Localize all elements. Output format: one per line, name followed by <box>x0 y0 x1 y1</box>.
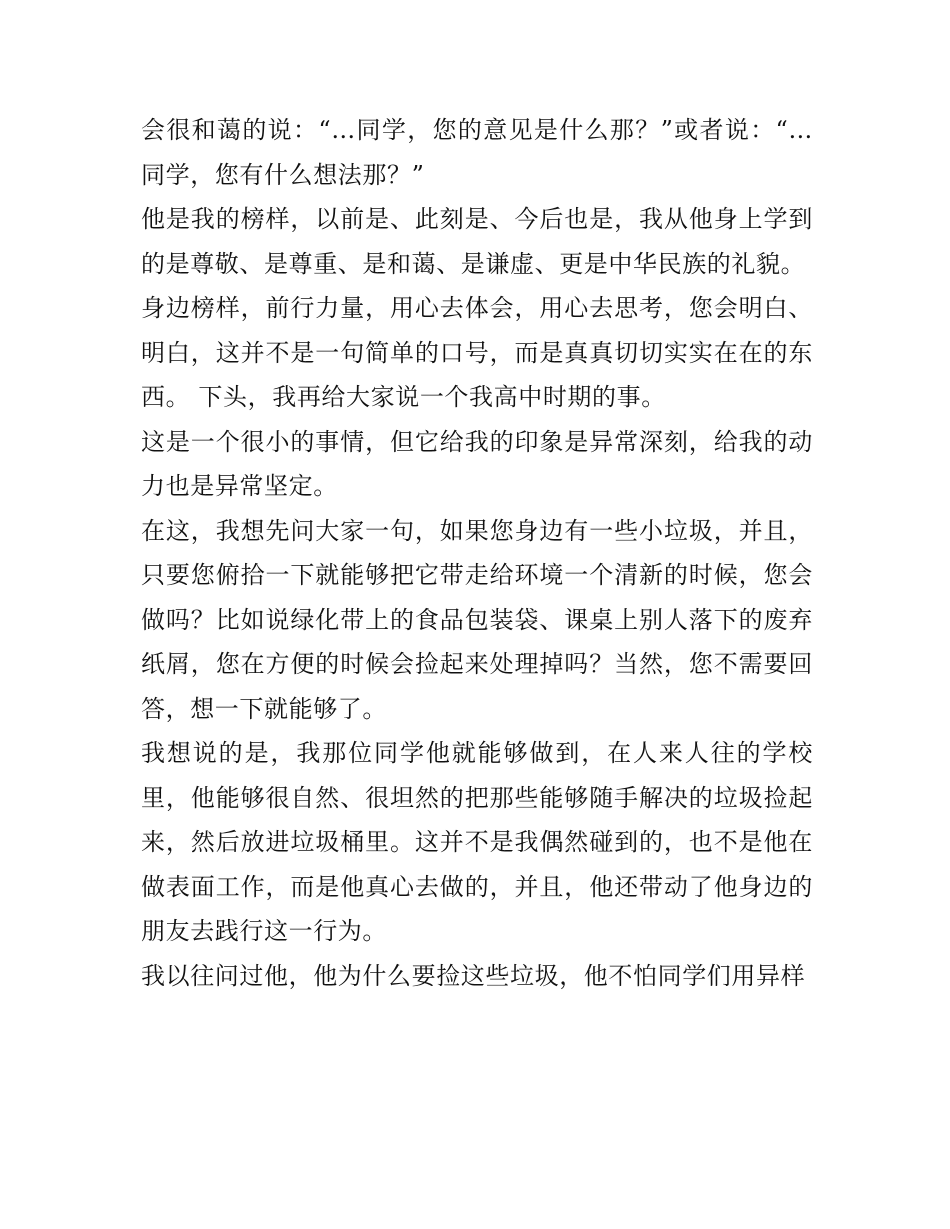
document-body <box>141 108 813 998</box>
paragraph-5: 在这，我想先问大家一句，如果您身边有一些小垃圾，并且，只要您俯拾一下就能够把它带走给环境一个清新的时候，您会做吗？比如说绿化带上的食品包装袋、课桌上别人落下的废弃纸屑，您在方便的时候会捡起来处理掉吗？当然，您不需要回答，想一下就能够了。 <box>141 516 813 723</box>
paragraph-2: 他是我的榜样，以前是、此刻是、今后也是，我从他身上学到的是尊敬、是尊重、是和蔼、是谦虚、更是中华民族的礼貌。 <box>141 205 813 278</box>
paragraph-4: 这是一个很小的事情，但它给我的印象是异常深刻，给我的动力也是异常坚定。 <box>141 427 813 500</box>
paragraph-7: 我以往问过他，他为什么要捡这些垃圾，他不怕同学们用异样 <box>141 961 806 990</box>
paragraph-1: 会很和蔼的说：“…同学，您的意见是什么那？”或者说：“…同学，您有什么想法那？” <box>141 116 813 189</box>
paragraph-6: 我想说的是，我那位同学他就能够做到，在人来人往的学校里，他能够很自然、很坦然的把那些能够随手解决的垃圾捡起来，然后放进垃圾桶里。这并不是我偶然碰到的，也不是他在做表面工作，而是他真心去做的，并且，他还带动了他身边的朋友去践行这一行为。 <box>141 739 813 945</box>
paragraph-3: 身边榜样，前行力量，用心去体会，用心去思考，您会明白、明白，这并不是一句简单的口号，而是真真切切实实在在的东西。 下头，我再给大家说一个我高中时期的事。 <box>141 294 813 411</box>
